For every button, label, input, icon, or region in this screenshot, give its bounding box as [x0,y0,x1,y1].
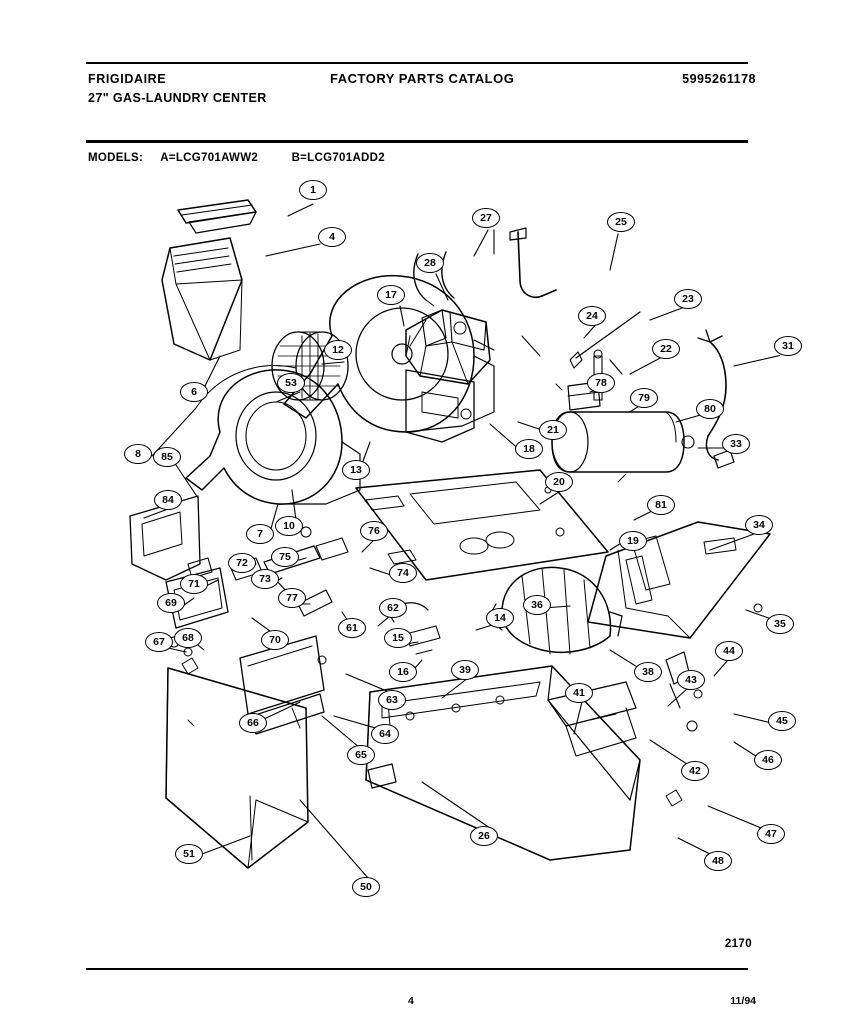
header-bottom-rule [86,140,748,143]
callout-22[interactable]: 22 [652,339,680,359]
callout-19[interactable]: 19 [619,531,647,551]
callout-13[interactable]: 13 [342,460,370,480]
catalog-title: FACTORY PARTS CATALOG [330,71,515,86]
callout-70[interactable]: 70 [261,630,289,650]
callout-77[interactable]: 77 [278,588,306,608]
part-lint-screen-group [162,200,256,360]
callout-7[interactable]: 7 [246,524,274,544]
callout-79[interactable]: 79 [630,388,658,408]
callout-64[interactable]: 64 [371,724,399,744]
callout-84[interactable]: 84 [154,490,182,510]
callout-47[interactable]: 47 [757,824,785,844]
callout-16[interactable]: 16 [389,662,417,682]
part-gas-valve-group [510,228,640,410]
callout-53[interactable]: 53 [277,373,305,393]
model-a: A=LCG701AWW2 [160,152,259,164]
models-label: MODELS: [88,152,144,164]
revision-date: 11/94 [730,995,756,1007]
callout-62[interactable]: 62 [379,598,407,618]
callout-69[interactable]: 69 [157,593,185,613]
brand-name: FRIGIDAIRE [88,72,167,86]
callout-28[interactable]: 28 [416,253,444,273]
part-gas-cylinder-group [552,412,694,482]
product-line-title: 27" GAS-LAUNDRY CENTER [88,91,267,105]
callout-80[interactable]: 80 [696,399,724,419]
callout-78[interactable]: 78 [587,373,615,393]
callout-20[interactable]: 20 [545,472,573,492]
callout-65[interactable]: 65 [347,745,375,765]
callout-27[interactable]: 27 [472,208,500,228]
callout-71[interactable]: 71 [180,574,208,594]
callout-14[interactable]: 14 [486,608,514,628]
callout-76[interactable]: 76 [360,521,388,541]
part-base-frame-group [366,652,702,860]
callout-50[interactable]: 50 [352,877,380,897]
page-number: 4 [408,995,414,1007]
callout-73[interactable]: 73 [251,569,279,589]
header-top-rule [86,62,748,64]
callout-25[interactable]: 25 [607,212,635,232]
callout-66[interactable]: 66 [239,713,267,733]
callout-31[interactable]: 31 [774,336,802,356]
callout-48[interactable]: 48 [704,851,732,871]
callout-17[interactable]: 17 [377,285,405,305]
callout-81[interactable]: 81 [647,495,675,515]
callout-1[interactable]: 1 [299,180,327,200]
callout-51[interactable]: 51 [175,844,203,864]
callout-63[interactable]: 63 [378,690,406,710]
callout-24[interactable]: 24 [578,306,606,326]
callout-4[interactable]: 4 [318,227,346,247]
part-side-panel-group [588,522,770,638]
callout-35[interactable]: 35 [766,614,794,634]
callout-33[interactable]: 33 [722,434,750,454]
callout-26[interactable]: 26 [470,826,498,846]
callout-43[interactable]: 43 [677,670,705,690]
callout-42[interactable]: 42 [681,761,709,781]
callout-6[interactable]: 6 [180,382,208,402]
model-b: B=LCG701ADD2 [291,152,385,164]
callout-74[interactable]: 74 [389,563,417,583]
callout-15[interactable]: 15 [384,628,412,648]
callout-12[interactable]: 12 [324,340,352,360]
callout-72[interactable]: 72 [228,553,256,573]
footer-rule [86,968,748,970]
callout-39[interactable]: 39 [451,660,479,680]
callout-21[interactable]: 21 [539,420,567,440]
part-lower-panel-group [166,668,308,868]
callout-23[interactable]: 23 [674,289,702,309]
callout-85[interactable]: 85 [153,447,181,467]
exploded-parts-diagram [70,160,794,920]
callout-67[interactable]: 67 [145,632,173,652]
callout-61[interactable]: 61 [338,618,366,638]
callout-36[interactable]: 36 [523,595,551,615]
callout-10[interactable]: 10 [275,516,303,536]
part-blower-housing-group [186,276,494,504]
callout-75[interactable]: 75 [271,547,299,567]
callout-46[interactable]: 46 [754,750,782,770]
callout-45[interactable]: 45 [768,711,796,731]
callout-8[interactable]: 8 [124,444,152,464]
diagram-artwork [70,160,780,920]
callout-68[interactable]: 68 [174,628,202,648]
callout-38[interactable]: 38 [634,662,662,682]
callout-44[interactable]: 44 [715,641,743,661]
callout-18[interactable]: 18 [515,439,543,459]
callout-34[interactable]: 34 [745,515,773,535]
callout-41[interactable]: 41 [565,683,593,703]
figure-code: 2170 [724,938,752,950]
catalog-number: 5995261178 [682,72,756,86]
